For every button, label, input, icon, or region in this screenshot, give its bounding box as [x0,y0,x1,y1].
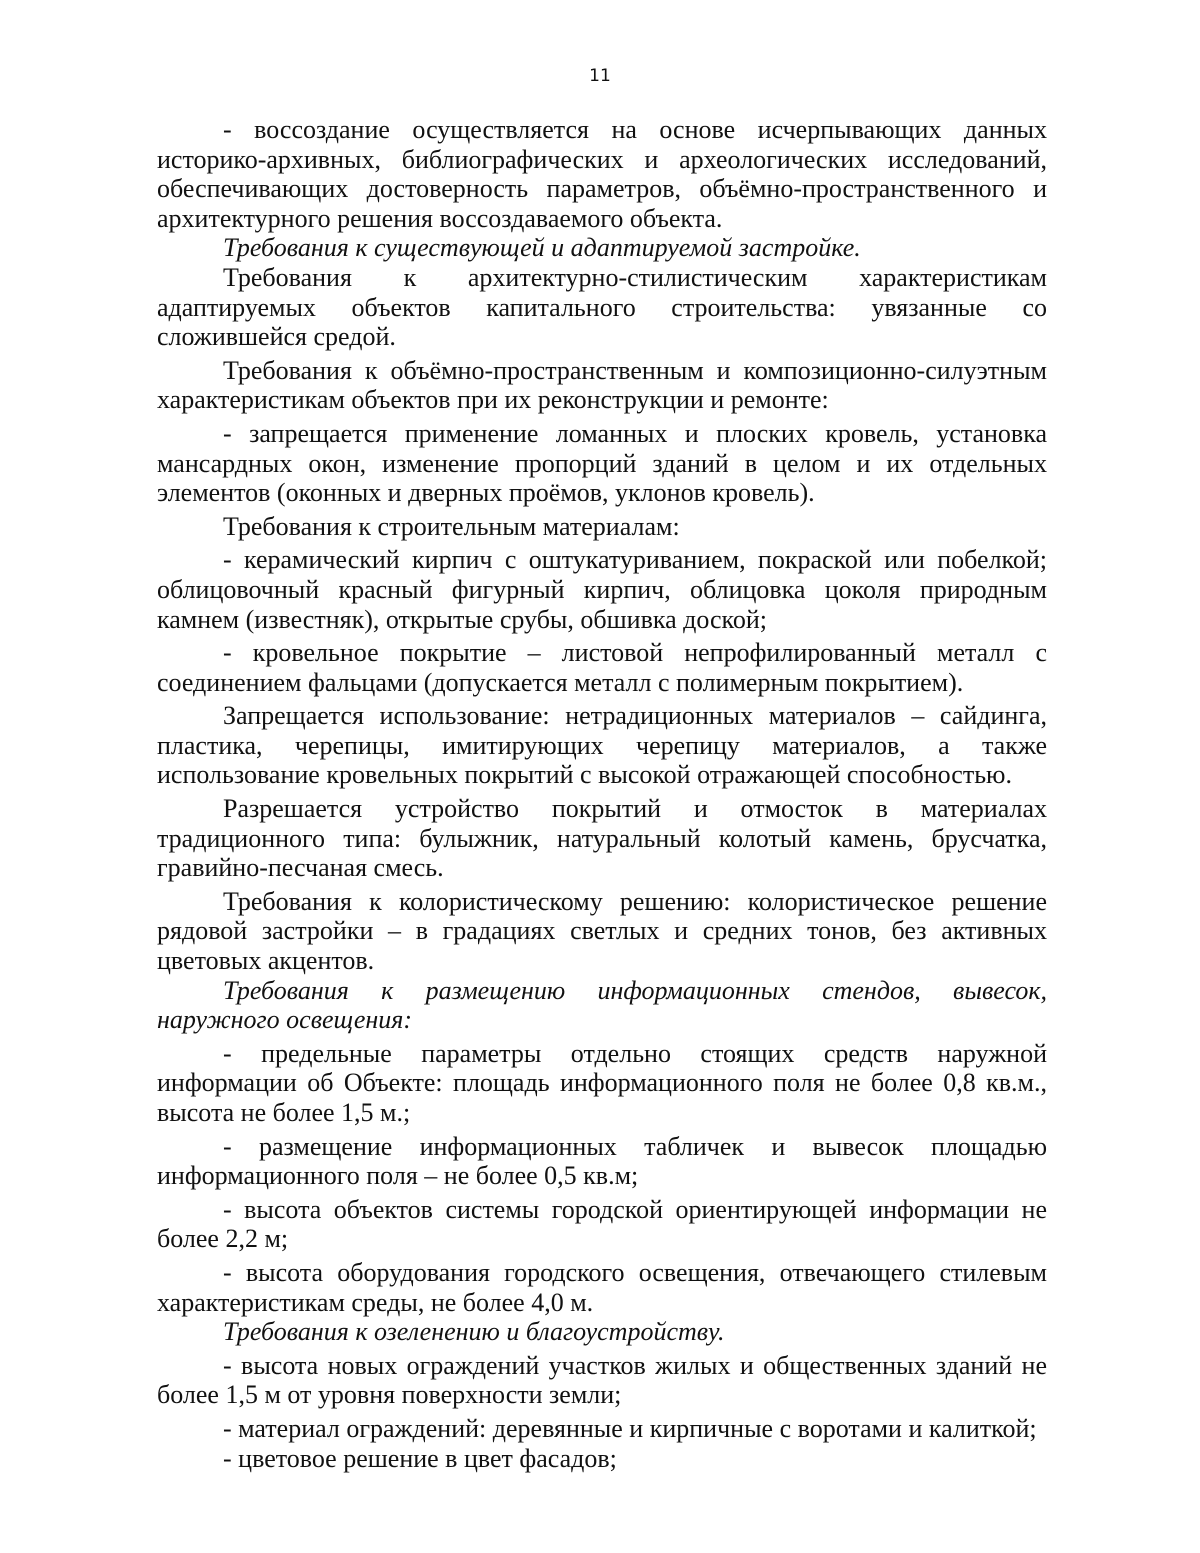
paragraph-allowed-pavement: Разрешается устройство покрытий и отмосток в материалах традиционного типа: булыжник, натуральный колотый камень, брусчатка, гравийно-песчаная смесь. [157,794,1047,883]
paragraph-plaques: - размещение информационных табличек и вывесок площадью информационного поля – не более 0,5 кв.м; [157,1131,1047,1191]
paragraph-materials-heading: Требования к строительным материалам: [223,511,680,541]
paragraph-brick-materials: - керамический кирпич с оштукатуриванием, покраской или побелкой; облицовочный красный фигурный кирпич, облицовка цоколя природным камнем (известняк), открытые срубы, обшивка доской; [157,545,1047,634]
paragraph-prohibited-materials: Запрещается использование: нетрадиционных материалов – сайдинга, пластика, черепицы, имитирующих черепицу материалов, а также использование кровельных покрытий с высокой отражающей способностью. [157,701,1047,790]
paragraph-fence-color: - цветовое решение в цвет фасадов; [223,1443,617,1473]
paragraph-volume-requirements: Требования к объёмно-пространственным и композиционно-силуэтным характеристикам объектов при их реконструкции и ремонте: [157,355,1047,415]
paragraph-fence-height: - высота новых ограждений участков жилых и общественных зданий не более 1,5 м от уровня поверхности земли; [157,1350,1047,1410]
paragraph-color-solution: Требования к колористическому решению: колористическое решение рядовой застройки – в градациях светлых и средних тонов, без активных цветовых акцентов. [157,886,1047,976]
heading-existing-buildings: Требования к существующей и адаптируемой застройке. [223,233,861,263]
paragraph-orientation-info: - высота объектов системы городской ориентирующей информации не более 2,2 м; [157,1194,1047,1254]
paragraph-reconstruction-basis: - воссоздание осуществляется на основе исчерпывающих данных историко-архивных, библиографических и археологических исследований, обеспечивающих достоверность параметров, объёмно-пространственного и архитектурного решения воссоздаваемого объекта. [157,115,1047,233]
document-body [157,115,1047,1473]
page-number: 11 [589,66,611,86]
heading-landscaping: Требования к озеленению и благоустройству. [223,1317,725,1347]
paragraph-roof-covering: - кровельное покрытие – листовой непрофилированный металл с соединением фальцами (допускается металл с полимерным покрытием). [157,638,1047,697]
heading-information-stands: Требования к размещению информационных стендов, вывесок, наружного освещения: [157,975,1047,1035]
paragraph-architectural-style: Требования к архитектурно-стилистическим характеристикам адаптируемых объектов капитального строительства: увязанные со сложившейся средой. [157,262,1047,352]
paragraph-roof-prohibition: - запрещается применение ломанных и плоских кровель, установка мансардных окон, изменение пропорций зданий в целом и их отдельных элементов (оконных и дверных проёмов, уклонов кровель). [157,418,1047,508]
paragraph-fence-material: - материал ограждений: деревянные и кирпичные с воротами и калиткой; [223,1413,1037,1443]
paragraph-standalone-signs: - предельные параметры отдельно стоящих средств наружной информации об Объекте: площадь информационного поля не более 0,8 кв.м., высота не более 1,5 м.; [157,1038,1047,1127]
paragraph-lighting-height: - высота оборудования городского освещения, отвечающего стилевым характеристикам среды, не более 4,0 м. [157,1257,1047,1317]
